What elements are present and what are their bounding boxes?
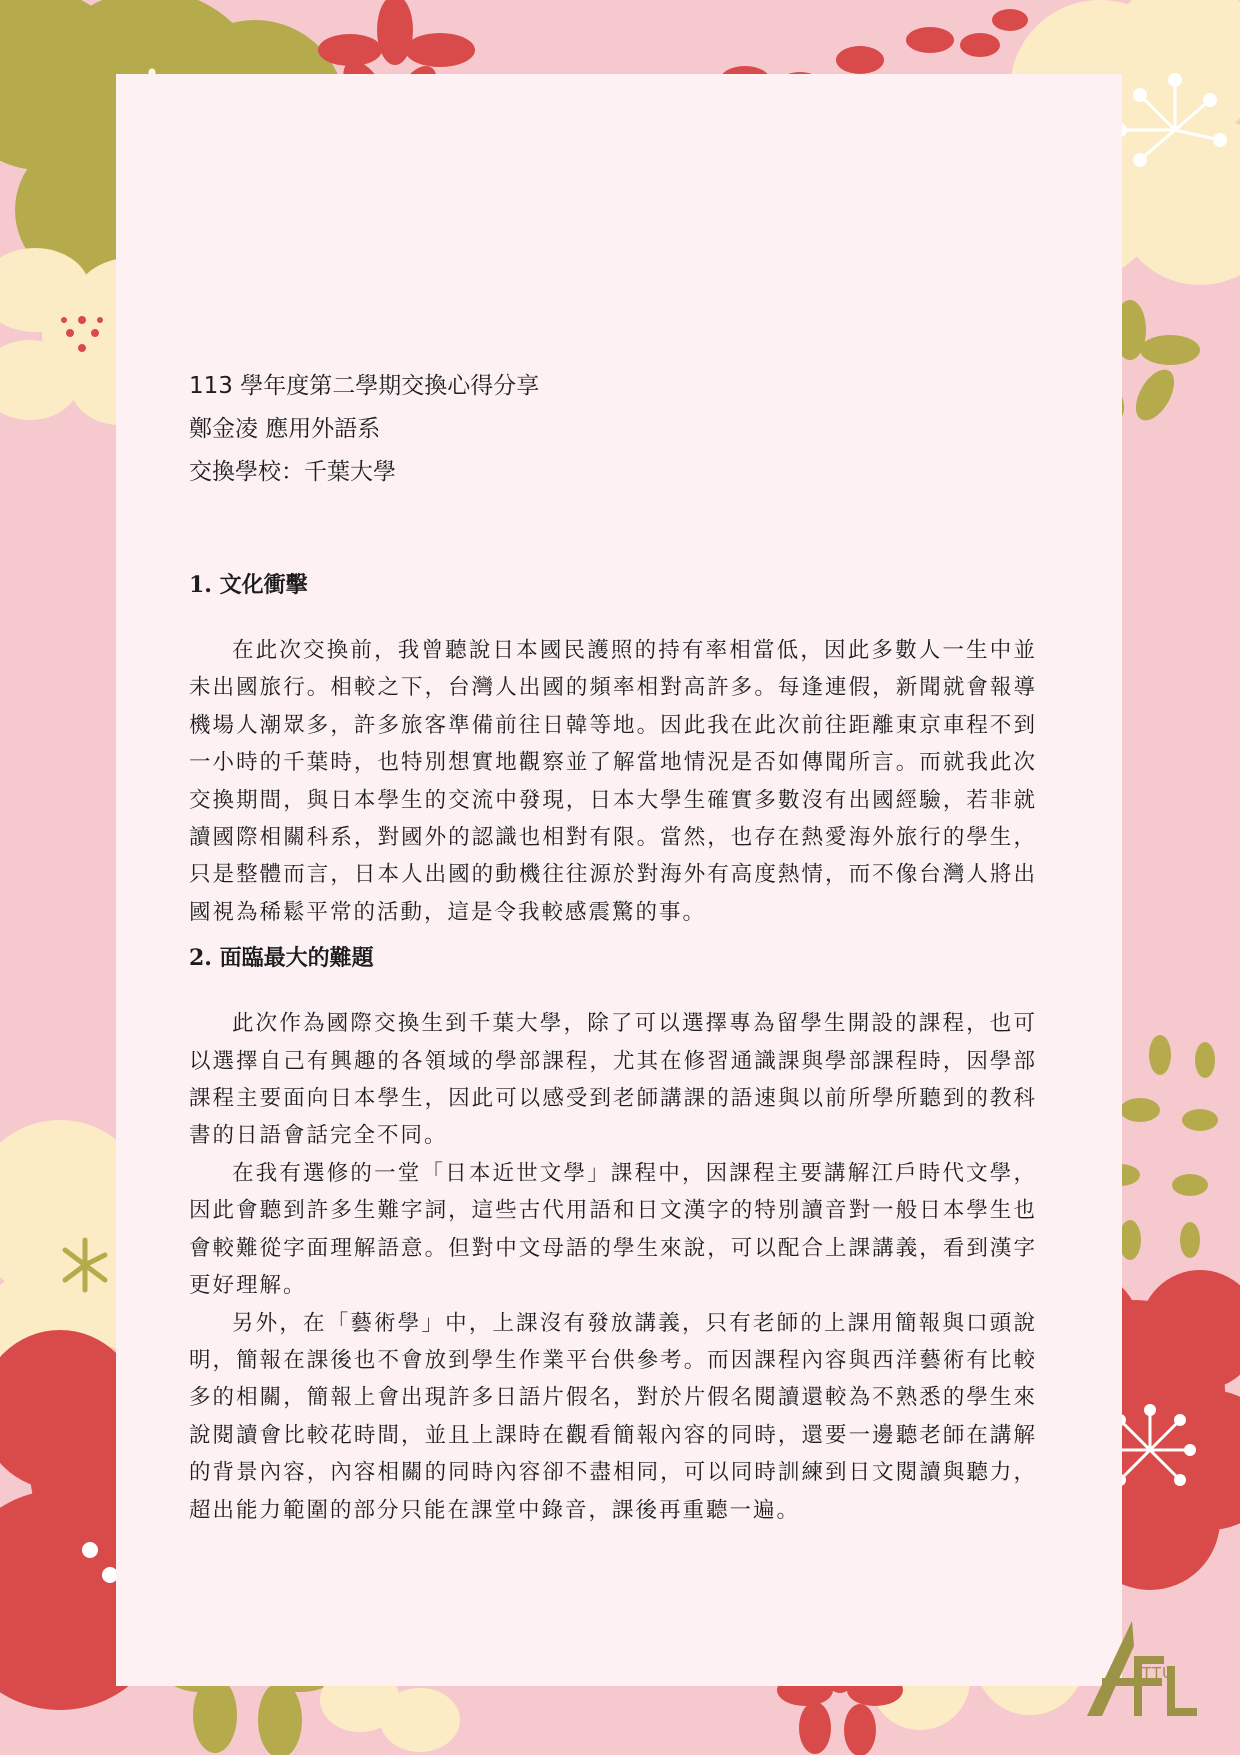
logo-text: TTU [1142,1664,1175,1682]
section-body-biggest-challenge [189,1005,1037,1529]
exchange-school: 交換學校：千葉大學 [189,459,396,485]
paragraph: 另外，在「藝術學」中，上課沒有發放講義，只有老師的上課用簡報與口頭說明，簡報在課後也不會放到學生作業平台供參考。而因課程內容與西洋藝術有比較多的相關，簡報上會出現許多日語片假名，對於片假名閱讀還較為不熟悉的學生來說閱讀會比較花時間，並且上課時在觀看簡報內容的同時，還要一邊聽老師在講解的背景內容，內容相關的同時內容卻不盡相同，可以同時訓練到日文閱讀與聽力，超出能力範圍的部分只能在課堂中錄音，課後再重聽一遍。 [189,1310,1037,1523]
section-title-culture-shock: 1. 文化衝擊 [189,572,308,598]
author-department: 鄭金凌 應用外語系 [189,416,381,442]
ttu-afl-logo [1072,1616,1202,1726]
paragraph: 在我有選修的一堂「日本近世文學」課程中，因課程主要講解江戶時代文學，因此會聽到許多生難字詞，這些古代用語和日文漢字的特別讀音對一般日本學生也會較難從字面理解語意。但對中文母語的學生來說，可以配合上課講義，看到漢字更好理解。 [189,1160,1037,1299]
paragraph: 在此次交換前，我曾聽說日本國民護照的持有率相當低，因此多數人一生中並未出國旅行。相較之下，台灣人出國的頻率相對高許多。每逢連假，新聞就會報導機場人潮眾多，許多旅客準備前往日韓等地。因此我在此次前往距離東京車程不到一小時的千葉時，也特別想實地觀察並了解當地情況是否如傳聞所言。而就我此次交換期間，與日本學生的交流中發現，日本大學生確實多數沒有出國經驗，若非就讀國際相關科系，對國外的認識也相對有限。當然，也存在熱愛海外旅行的學生，只是整體而言，日本人出國的動機往往源於對海外有高度熱情，而不像台灣人將出國視為稀鬆平常的活動，這是令我較感震驚的事。 [189,638,1037,925]
section-body-culture-shock [189,632,1037,931]
section-title-biggest-challenge: 2. 面臨最大的難題 [189,945,374,972]
document-content [189,365,1037,1529]
paragraph: 此次作為國際交換生到千葉大學，除了可以選擇專為留學生開設的課程，也可以選擇自己有興趣的各領域的學部課程，尤其在修習通識課與學部課程時，因學部課程主要面向日本學生，因此可以感受到老師講課的語速與以前所學所聽到的教科書的日語會話完全不同。 [189,1011,1037,1149]
document-title: 113 學年度第二學期交換心得分享 [189,373,540,399]
